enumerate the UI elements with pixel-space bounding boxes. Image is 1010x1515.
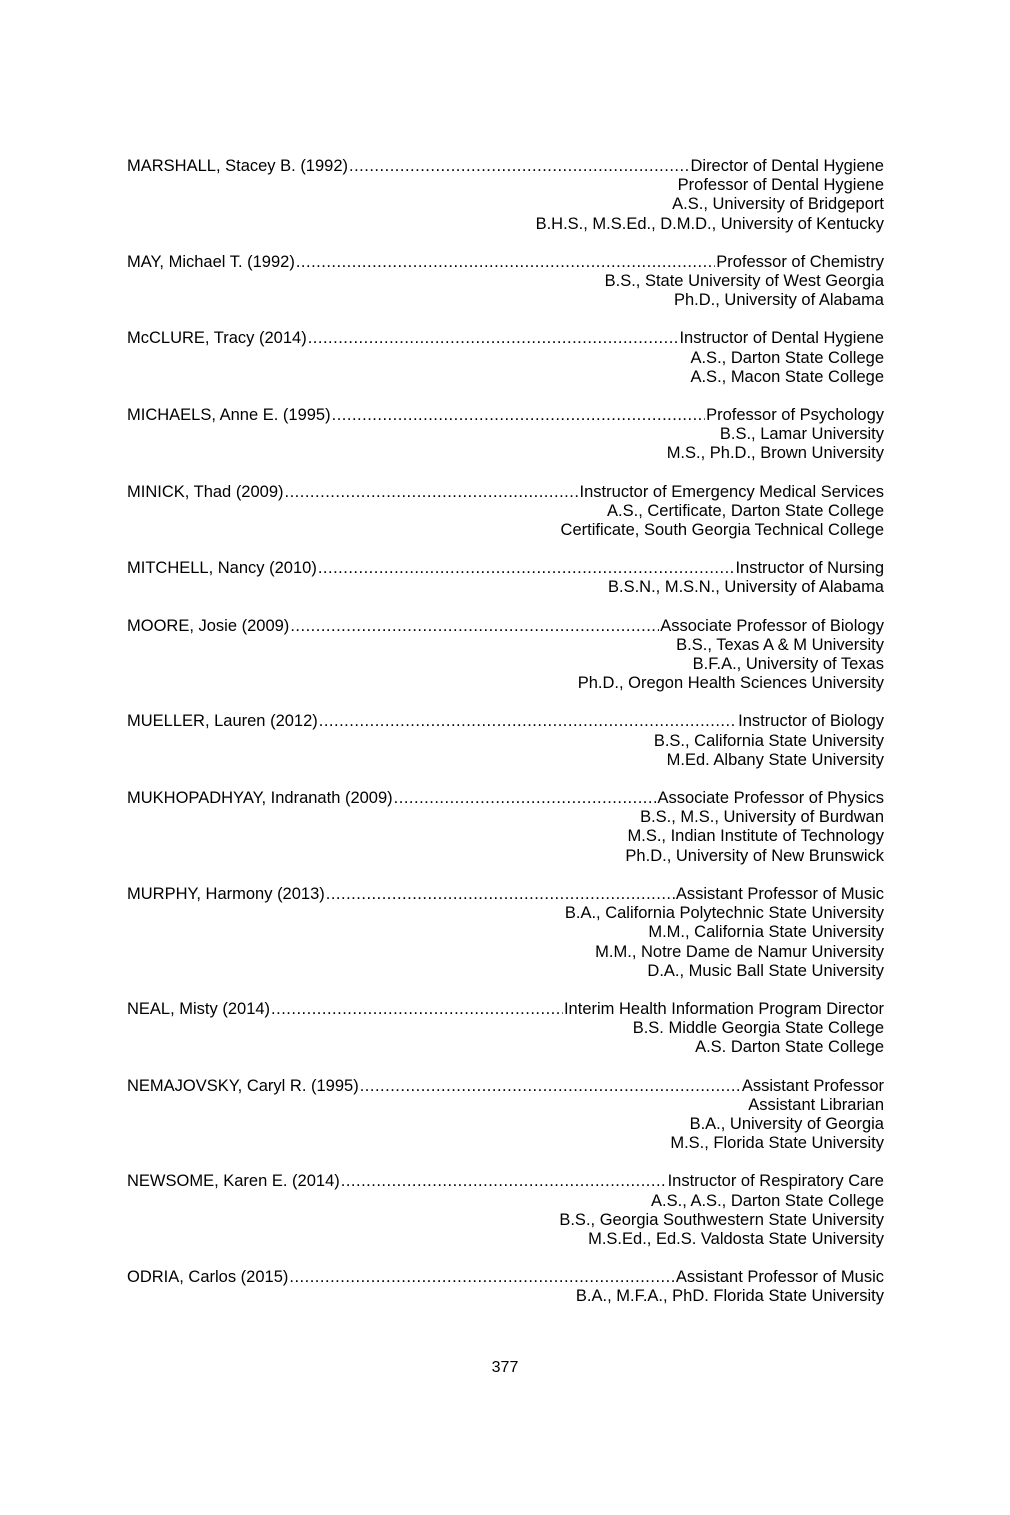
faculty-title: Professor of Psychology — [706, 406, 884, 425]
faculty-entry — [127, 329, 884, 387]
faculty-credential: B.S., Georgia Southwestern State University — [559, 1210, 884, 1229]
faculty-directory — [127, 157, 884, 1326]
entry-heading — [127, 789, 884, 808]
faculty-credential: Ph.D., University of Alabama — [673, 291, 884, 310]
faculty-title: Instructor of Emergency Medical Services — [579, 482, 884, 501]
faculty-credential: Professor of Dental Hygiene — [677, 176, 884, 195]
faculty-title: Associate Professor of Biology — [660, 616, 884, 635]
faculty-entry — [127, 483, 884, 541]
entry-heading — [127, 712, 884, 731]
faculty-name: MUKHOPADHYAY, Indranath (2009) — [127, 789, 393, 808]
faculty-credential: B.S., M.S., University of Burdwan — [640, 808, 884, 827]
faculty-title: Associate Professor of Physics — [657, 789, 884, 808]
faculty-credential: B.S., Texas A & M University — [676, 635, 884, 654]
faculty-credential: B.S. Middle Georgia State College — [632, 1019, 884, 1038]
faculty-credential: B.S.N., M.S.N., University of Alabama — [607, 578, 884, 597]
dot-leader — [296, 253, 715, 272]
faculty-entry — [127, 712, 884, 770]
faculty-credential: B.A., M.F.A., PhD. Florida State University — [575, 1287, 884, 1306]
faculty-entry — [127, 559, 884, 597]
dot-leader — [289, 1268, 674, 1287]
faculty-title: Assistant Professor of Music — [675, 884, 884, 903]
faculty-entry — [127, 1000, 884, 1058]
entry-heading — [127, 617, 884, 636]
faculty-entry — [127, 1172, 884, 1249]
faculty-name: MAY, Michael T. (1992) — [127, 252, 295, 271]
entry-heading — [127, 406, 884, 425]
faculty-credential: B.A., California Polytechnic State University — [564, 904, 884, 923]
faculty-credential: Assistant Librarian — [748, 1095, 884, 1114]
faculty-credential: Ph.D., Oregon Health Sciences University — [577, 674, 884, 693]
faculty-title: Instructor of Nursing — [735, 559, 884, 578]
faculty-credential: M.M., California State University — [648, 923, 884, 942]
dot-leader — [285, 483, 579, 502]
faculty-title: Director of Dental Hygiene — [690, 157, 884, 175]
faculty-credential: B.S., State University of West Georgia — [604, 272, 884, 291]
faculty-credential: B.S., California State University — [653, 731, 884, 750]
entry-heading — [127, 885, 884, 904]
entry-heading — [127, 1172, 884, 1191]
entry-heading — [127, 1077, 884, 1096]
dot-leader — [318, 559, 735, 578]
faculty-entry — [127, 617, 884, 694]
faculty-credential: A.S., A.S., Darton State College — [651, 1191, 884, 1210]
dot-leader — [394, 789, 657, 808]
faculty-credential: B.A., University of Georgia — [689, 1114, 884, 1133]
faculty-credential: A.S., Darton State College — [690, 348, 884, 367]
faculty-credential: M.S., Ph.D., Brown University — [666, 444, 884, 463]
faculty-credential: M.S., Indian Institute of Technology — [627, 827, 884, 846]
entry-heading — [127, 329, 884, 348]
faculty-title: Instructor of Biology — [738, 712, 884, 731]
faculty-name: MITCHELL, Nancy (2010) — [127, 559, 317, 578]
faculty-title: Assistant Professor of Music — [675, 1268, 884, 1287]
faculty-credential: B.H.S., M.S.Ed., D.M.D., University of Kentucky — [535, 214, 884, 233]
faculty-credential: M.Ed. Albany State University — [666, 750, 884, 769]
faculty-credential: D.A., Music Ball State University — [647, 961, 884, 980]
entry-heading — [127, 157, 884, 176]
faculty-name: MINICK, Thad (2009) — [127, 482, 284, 501]
faculty-name: MICHAELS, Anne E. (1995) — [127, 406, 331, 425]
faculty-title: Instructor of Respiratory Care — [667, 1172, 884, 1191]
faculty-name: MARSHALL, Stacey B. (1992) — [127, 157, 349, 175]
faculty-credential: B.F.A., University of Texas — [692, 655, 884, 674]
faculty-credential: M.M., Notre Dame de Namur University — [595, 942, 884, 961]
dot-leader — [360, 1077, 741, 1096]
faculty-name: NEAL, Misty (2014) — [127, 999, 271, 1018]
dot-leader — [349, 157, 689, 176]
faculty-title: Interim Health Information Program Director — [563, 999, 884, 1018]
faculty-name: MOORE, Josie (2009) — [127, 616, 290, 635]
dot-leader — [341, 1172, 667, 1191]
dot-leader — [332, 406, 705, 425]
faculty-name: NEMAJOVSKY, Caryl R. (1995) — [127, 1076, 359, 1095]
faculty-entry — [127, 789, 884, 866]
faculty-credential: M.S.Ed., Ed.S. Valdosta State University — [588, 1229, 884, 1248]
faculty-credential: A.S., Macon State College — [690, 367, 884, 386]
faculty-title: Professor of Chemistry — [716, 252, 884, 271]
faculty-entry — [127, 253, 884, 311]
faculty-entry — [127, 406, 884, 464]
dot-leader — [319, 712, 737, 731]
faculty-credential: M.S., Florida State University — [670, 1134, 884, 1153]
page-number: 377 — [491, 1359, 519, 1376]
faculty-name: MUELLER, Lauren (2012) — [127, 712, 318, 731]
entry-heading — [127, 253, 884, 272]
faculty-name: ODRIA, Carlos (2015) — [127, 1268, 289, 1287]
dot-leader — [290, 617, 659, 636]
entry-heading — [127, 559, 884, 578]
faculty-credential: A.S., University of Bridgeport — [672, 195, 884, 214]
faculty-credential: Certificate, South Georgia Technical College — [560, 521, 884, 540]
faculty-name: McCLURE, Tracy (2014) — [127, 329, 307, 348]
faculty-entry — [127, 885, 884, 981]
faculty-title: Instructor of Dental Hygiene — [679, 329, 884, 348]
entry-heading — [127, 1268, 884, 1287]
faculty-title: Assistant Professor — [741, 1076, 884, 1095]
faculty-credential: A.S., Certificate, Darton State College — [607, 501, 884, 520]
faculty-entry — [127, 157, 884, 234]
faculty-name: NEWSOME, Karen E. (2014) — [127, 1172, 340, 1191]
dot-leader — [326, 885, 675, 904]
faculty-credential: Ph.D., University of New Brunswick — [625, 846, 884, 865]
entry-heading — [127, 483, 884, 502]
dot-leader — [308, 329, 679, 348]
entry-heading — [127, 1000, 884, 1019]
faculty-entry — [127, 1268, 884, 1306]
faculty-name: MURPHY, Harmony (2013) — [127, 884, 325, 903]
faculty-credential: A.S. Darton State College — [695, 1038, 884, 1057]
dot-leader — [271, 1000, 563, 1019]
faculty-credential: B.S., Lamar University — [719, 425, 884, 444]
faculty-entry — [127, 1077, 884, 1154]
